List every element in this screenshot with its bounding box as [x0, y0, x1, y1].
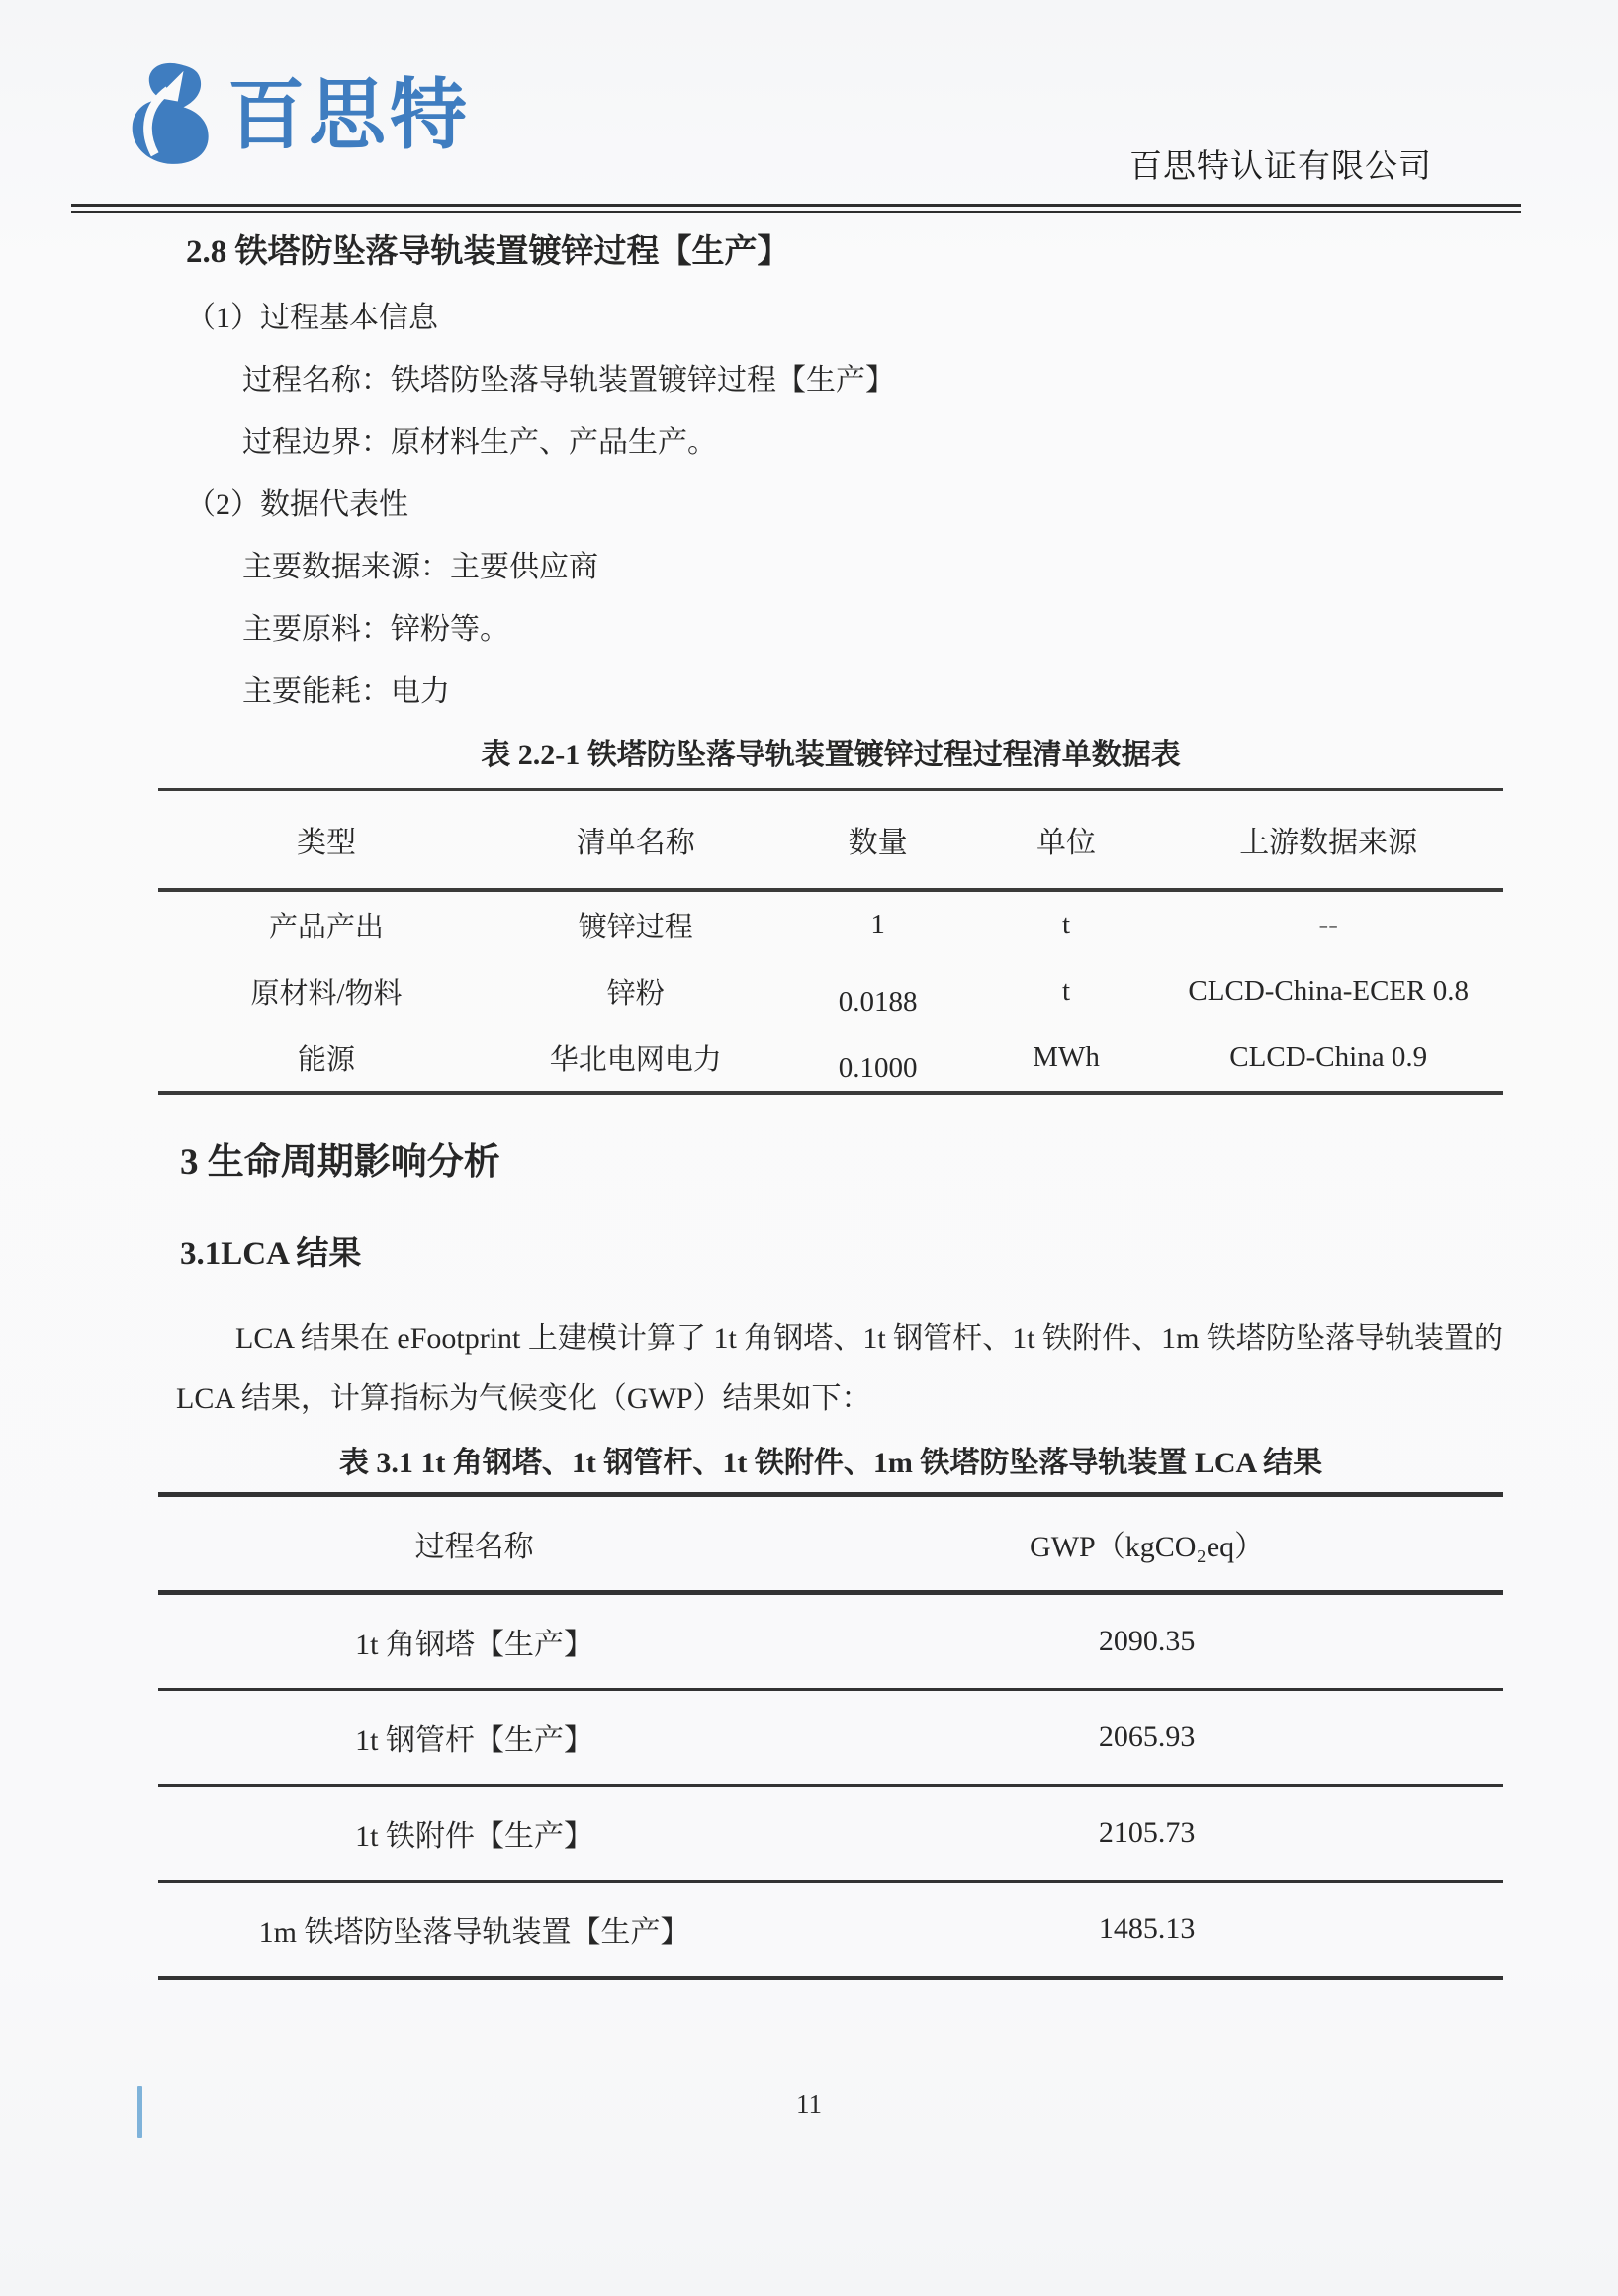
column-header-process-name: 过程名称 [158, 1495, 790, 1593]
table-cell: t [1061, 975, 1071, 1007]
table-cell: CLCD-China 0.9 [1229, 1041, 1428, 1073]
quantity-value: 0.0188 [838, 986, 918, 1017]
table-cell: -- [1318, 909, 1338, 940]
table-row [158, 890, 1503, 958]
table-cell: 能源 [297, 1044, 355, 1076]
table-row [158, 1882, 1503, 1979]
page-number: 11 [796, 2089, 822, 2119]
company-name: 百思特认证有限公司 [1129, 149, 1432, 185]
table-header-row [158, 790, 1503, 891]
table-cell: 产品产出 [268, 912, 384, 943]
table-cell [777, 958, 979, 1024]
table-3-1 [158, 1492, 1503, 1980]
table-cell: 1t 钢管杆【生产】 [158, 1690, 790, 1786]
column-header-type: 类型 [158, 790, 494, 891]
item-1-label: （1）过程基本信息 [186, 302, 438, 334]
column-header-gwp: GWP（kgCO₂eq） [790, 1495, 1503, 1593]
column-header-quantity: 数量 [777, 790, 979, 891]
page-header [0, 0, 1618, 218]
table-cell: 原材料/物料 [250, 978, 403, 1010]
table-cell: CLCD-China-ECER 0.8 [1188, 975, 1469, 1007]
table-cell: 1485.13 [1098, 1912, 1196, 1945]
table-cell: 2065.93 [790, 1690, 1503, 1786]
table-cell [777, 1024, 979, 1093]
table-row [158, 1593, 1503, 1690]
table-row [158, 1690, 1503, 1786]
section-3-heading: 3 生命周期影响分析 [180, 1142, 500, 1183]
table-row [158, 1024, 1503, 1093]
table-cell: 1m 铁塔防坠落导轨装置【生产】 [258, 1916, 690, 1949]
main-material-line: 主要原料：锌粉等。 [242, 613, 509, 646]
company-logo [125, 61, 471, 168]
table-cell: 2090.35 [790, 1593, 1503, 1690]
table-cell: 2105.73 [790, 1786, 1503, 1882]
lca-results-paragraph: LCA 结果在 eFootprint 上建模计算了 1t 角钢塔、1t 钢管杆、1t 铁附件、1m 铁塔防坠落导轨装置的 LCA 结果，计算指标为气候变化（GWP）结果如下： [176, 1322, 1503, 1415]
table-cell: 镀锌过程 [578, 912, 693, 943]
table-row [158, 1786, 1503, 1882]
column-header-inventory-name: 清单名称 [494, 790, 777, 891]
table-2-2-1 [158, 788, 1503, 1095]
column-header-upstream-source: 上游数据来源 [1153, 790, 1503, 891]
main-energy-line: 主要能耗：电力 [242, 675, 450, 708]
table-cell: 1 [870, 909, 885, 940]
best-logo-icon [125, 61, 220, 168]
process-name-line: 过程名称：铁塔防坠落导轨装置镀锌过程【生产】 [242, 364, 895, 397]
table-3-1-caption: 表 3.1 1t 角钢塔、1t 钢管杆、1t 铁附件、1m 铁塔防坠落导轨装置 LCA 结果 [338, 1447, 1323, 1479]
logo-text: 百思特 [227, 71, 472, 158]
process-boundary-line: 过程边界：原材料生产、产品生产。 [242, 426, 717, 459]
table-header-row [158, 1495, 1503, 1593]
section-3-1-heading: 3.1LCA 结果 [180, 1236, 362, 1272]
table-cell: t [1061, 909, 1071, 940]
table-cell: 1t 铁附件【生产】 [158, 1786, 790, 1882]
table-row [158, 958, 1503, 1024]
table-cell: MWh [1033, 1041, 1100, 1073]
section-2-8-heading: 2.8 铁塔防坠落导轨装置镀锌过程【生产】 [186, 234, 790, 270]
page-content [0, 218, 1618, 1980]
item-2-label: （2）数据代表性 [186, 488, 408, 521]
header-divider [71, 204, 1521, 213]
table-cell: 华北电网电力 [549, 1044, 722, 1076]
table-cell: 锌粉 [606, 978, 665, 1010]
data-source-line: 主要数据来源：主要供应商 [242, 551, 598, 583]
table-2-2-1-caption: 表 2.2-1 铁塔防坠落导轨装置镀锌过程过程清单数据表 [481, 739, 1181, 771]
quantity-value: 0.1000 [838, 1052, 918, 1084]
column-header-unit: 单位 [979, 790, 1154, 891]
table-cell: 1t 角钢塔【生产】 [158, 1593, 790, 1690]
